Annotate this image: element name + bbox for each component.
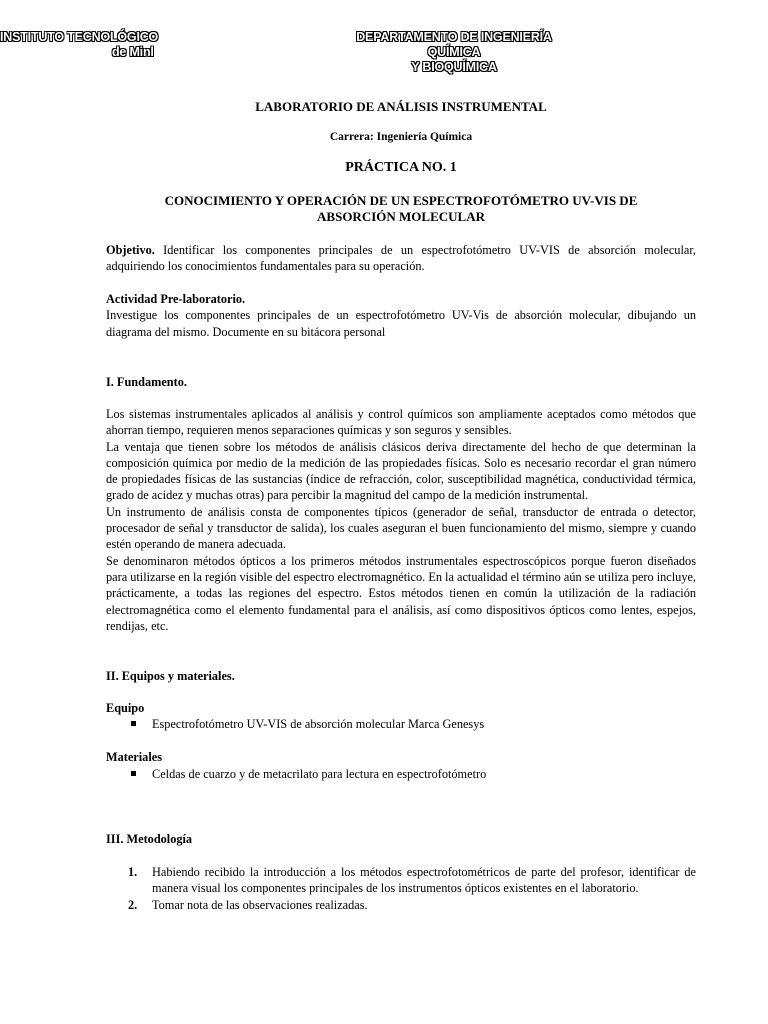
practice-subject-line2: ABSORCIÓN MOLECULAR [317, 209, 485, 224]
bullet-square-icon [131, 771, 136, 776]
objective-paragraph [106, 242, 696, 275]
prelab-text: Investigue los componentes principales de un espectrofotómetro UV-Vis de absorción molecular, dibujando un diagrama del mismo. Documente en su bitácora personal [106, 308, 696, 339]
section-fundamento-heading: I. Fundamento. [106, 375, 187, 389]
step-text: Habiendo recibido la introducción a los métodos espectrofotométricos de parte del profesor, identificar de manera visual los componentes principales de los instrumentos ópticos existentes en el laboratorio. [152, 865, 696, 896]
practice-subject-line1: CONOCIMIENTO Y OPERACIÓN DE UN ESPECTROFOTÓMETRO UV-VIS DE [164, 193, 638, 208]
institute-name: INSTITUTO TECNOLÓGICO [0, 30, 159, 44]
department-name-line2: Y BIOQUÍMICA [411, 60, 497, 74]
equipo-list [106, 716, 484, 732]
fundamento-paragraph: Se denominaron métodos ópticos a los primeros métodos instrumentales espectroscópicos porque fueron diseñados para utilizarse en la región visible del espectro electromagnético. En la actualidad el término aún se utiliza pero incluye, prácticamente, a todas las regiones del espectro. Estos métodos tienen en común la utilización de la radiación electromagnética como el elemento fundamental para el análisis, así como dispositivos ópticos como lentes, espejos, rendijas, etc. [106, 553, 697, 633]
section-fundamento-body [106, 406, 696, 634]
list-item [106, 716, 484, 732]
list-item [106, 897, 696, 913]
practice-subject [106, 193, 696, 225]
section-equipos-heading: II. Equipos y materiales. [106, 669, 235, 683]
fundamento-paragraph: La ventaja que tienen sobre los métodos de análisis clásicos deriva directamente del hecho de que determinan la composición química por medio de la medición de las propiedades físicas. Solo es necesario recordar el gran número de propiedades físicas de las sustancias (índice de refracción, color, susceptibilidad magnética, conductividad térmica, grado de acidez y muchas otras) para percibir la magnitud del campo de la medición instrumental. [106, 439, 696, 503]
practice-number: PRÁCTICA NO. 1 [345, 160, 457, 175]
materiales-item-text: Celdas de cuarzo y de metacrilato para lectura en espectrofotómetro [152, 767, 487, 781]
step-text: Tomar nota de las observaciones realizadas. [152, 897, 368, 912]
bullet-square-icon [131, 721, 136, 726]
prelab-block [106, 291, 696, 340]
metodologia-steps [106, 864, 696, 913]
equipo-label: Equipo [106, 701, 145, 715]
equipo-item-text: Espectrofotómetro UV-VIS de absorción molecular Marca Genesys [152, 717, 485, 731]
fundamento-paragraph: Los sistemas instrumentales aplicados al análisis y control químicos son ampliamente aceptados como métodos que ahorran tiempo, requieren menos separaciones químicas y son seguros y sensibles. [106, 407, 696, 438]
step-number: 1. [128, 865, 138, 879]
prelab-label: Actividad Pre-laboratorio. [106, 292, 246, 306]
fundamento-paragraph: Un instrumento de análisis consta de componentes típicos (generador de señal, transductor de entrada o detector, procesador de señal y transductor de salida), los cuales aseguran el buen funcionamiento del mismo, siempre y cuando estén operando de manera adecuada. [106, 504, 696, 552]
career-line: Carrera: Ingeniería Química [329, 131, 473, 143]
lab-title: LABORATORIO DE ANÁLISIS INSTRUMENTAL [255, 99, 547, 114]
materiales-list [106, 766, 486, 782]
institute-location: de Minl [112, 45, 154, 59]
section-metodologia-heading: III. Metodología [106, 832, 193, 846]
step-number: 2. [128, 897, 138, 912]
institute-header [0, 30, 158, 60]
list-item [106, 766, 486, 782]
department-header [330, 30, 578, 75]
department-name-line1: DEPARTAMENTO DE INGENIERÍA QUÍMICA [356, 30, 552, 59]
materiales-label: Materiales [106, 750, 162, 764]
objective-text: Identificar los componentes principales de un espectrofotómetro UV-VIS de absorción molecular, adquiriendo los conocimientos fundamentales para su operación. [106, 243, 696, 274]
list-item [106, 864, 696, 897]
objective-label: Objetivo. [106, 243, 155, 257]
